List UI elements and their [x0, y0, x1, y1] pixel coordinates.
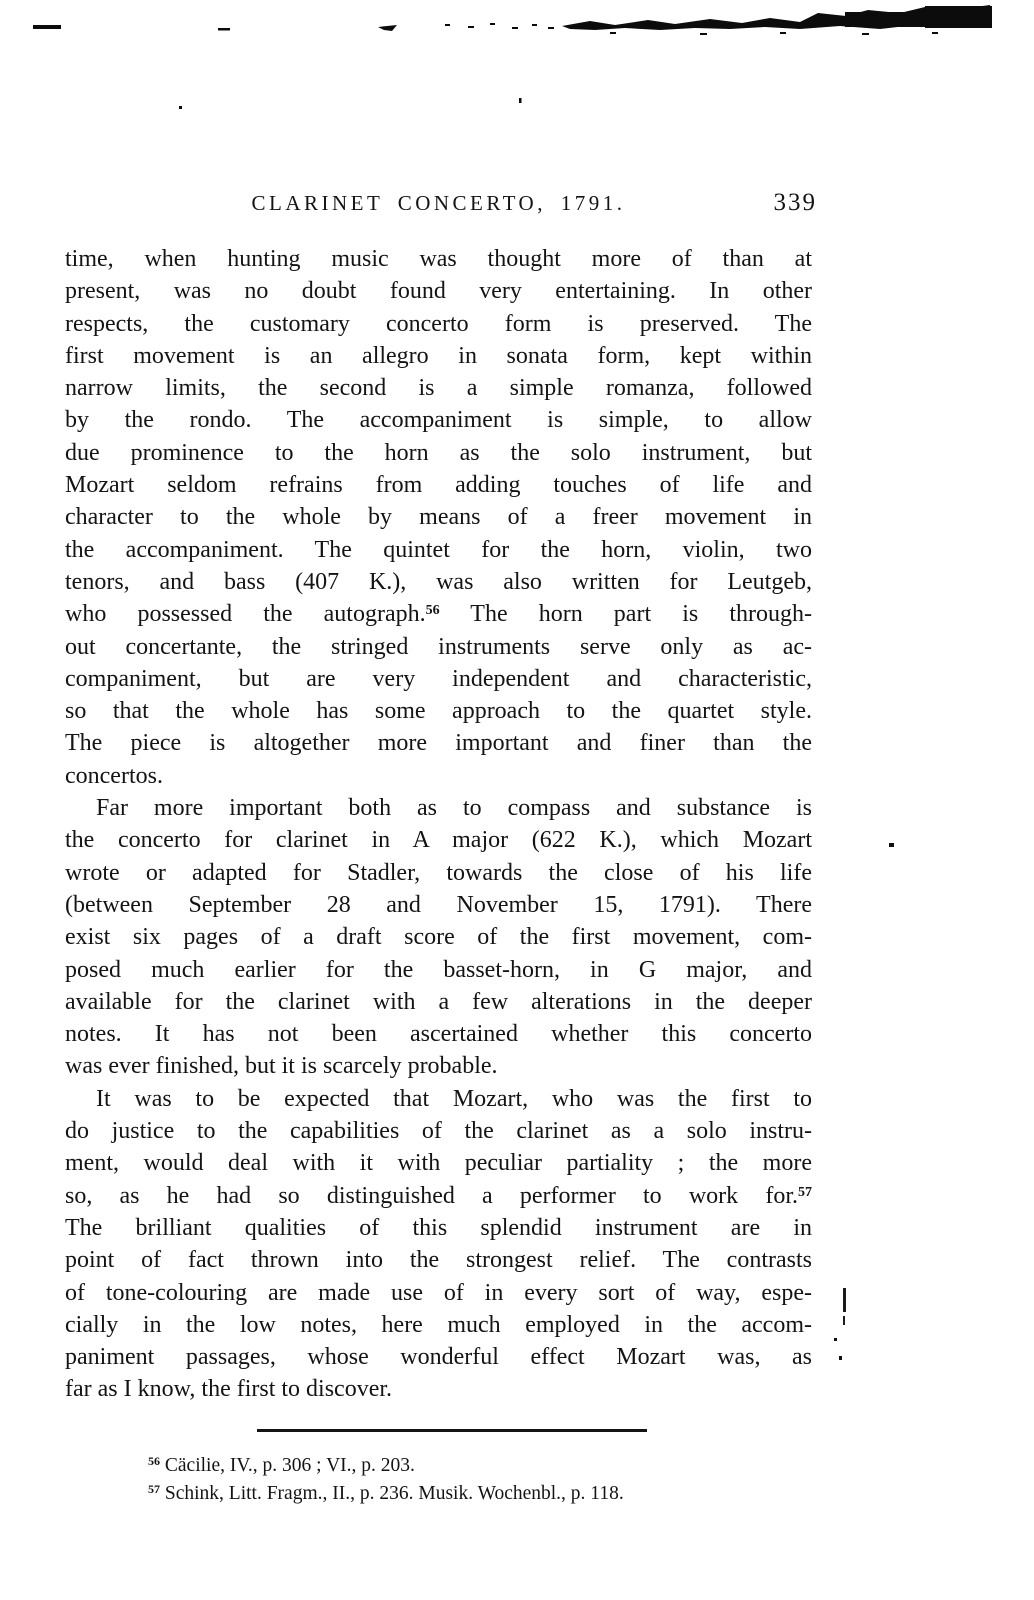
text-line: out concertante, the stringed instruments serve only as ac-	[65, 633, 812, 660]
page-number: 339	[773, 189, 817, 216]
footnote-text: Schink, Litt. Fragm., II., p. 236. Musik. Wochenbl., p. 118.	[160, 1482, 624, 1504]
scan-dot	[519, 98, 522, 103]
text-segment: so, as he had so distinguished a performer to work for.	[65, 1182, 798, 1209]
footnote-reference: 56	[425, 603, 440, 619]
text-line: exist six pages of a draft score of the first movement, com-	[65, 924, 812, 951]
scan-dash-left	[33, 25, 61, 29]
running-head-title: CLARINET CONCERTO, 1791.	[251, 191, 626, 215]
text-line: do justice to the capabilities of the clarinet as a solo instru-	[65, 1118, 812, 1145]
paragraph	[65, 792, 812, 1083]
text-line	[65, 1180, 812, 1212]
margin-pen-mark	[843, 1316, 845, 1325]
scan-artifact-top-edge	[0, 0, 1034, 120]
scan-dash-mid	[218, 28, 230, 31]
text-line: It was to be expected that Mozart, who was the first to	[96, 1085, 812, 1112]
text-line: so that the whole has some approach to the quartet style.	[65, 698, 812, 725]
scan-dot	[179, 106, 182, 109]
text-line: paniment passages, whose wonderful effect Mozart was, as	[65, 1344, 812, 1371]
footnotes	[148, 1452, 838, 1507]
margin-pen-mark	[843, 1288, 846, 1312]
text-line: The brilliant qualities of this splendid instrument are in	[65, 1214, 812, 1241]
footnote-reference: 57	[798, 1184, 812, 1200]
footnote-rule	[257, 1429, 647, 1432]
text-line: available for the clarinet with a few alterations in the deeper	[65, 988, 812, 1015]
text-line: Far more important both as to compass and substance is	[96, 795, 812, 822]
text-line: present, was no doubt found very entertaining. In other	[65, 278, 812, 305]
text-line: notes. It has not been ascertained whether this concerto	[65, 1021, 812, 1048]
margin-dot	[834, 1338, 837, 1341]
page-body	[65, 243, 812, 1406]
text-line: tenors, and bass (407 K.), was also written for Leutgeb,	[65, 568, 812, 595]
text-line: due prominence to the horn as the solo instrument, but	[65, 439, 812, 466]
text-line: ment, would deal with it with peculiar partiality ; the more	[65, 1150, 812, 1177]
text-line: Mozart seldom refrains from adding touches of life and	[65, 472, 812, 499]
text-line: of tone-colouring are made use of in every sort of way, espe-	[65, 1279, 812, 1306]
text-line: respects, the customary concerto form is preserved. The	[65, 310, 812, 337]
footnote	[148, 1452, 838, 1480]
text-line: the accompaniment. The quintet for the horn, violin, two	[65, 536, 812, 563]
scan-mark-small	[378, 25, 397, 31]
margin-dot	[839, 1356, 842, 1360]
text-line: concertos.	[65, 762, 163, 789]
paragraph	[65, 243, 812, 792]
footnote-marker: 56	[148, 1454, 160, 1468]
footnote-marker: 57	[148, 1481, 160, 1496]
text-line: narrow limits, the second is a simple romanza, followed	[65, 375, 812, 402]
text-line: by the rondo. The accompaniment is simple, to allow	[65, 407, 812, 434]
footnote	[148, 1480, 838, 1508]
text-line: time, when hunting music was thought more of than at	[65, 246, 812, 272]
paragraph	[65, 1083, 812, 1406]
text-line: was ever finished, but it is scarcely probable.	[65, 1053, 498, 1080]
text-line: point of fact thrown into the strongest relief. The contrasts	[65, 1247, 812, 1274]
text-segment: The horn part is through-	[439, 601, 812, 628]
text-line: cially in the low notes, here much employed in the accom-	[65, 1311, 812, 1338]
text-line	[65, 598, 812, 630]
text-line: first movement is an allegro in sonata form, kept within	[65, 342, 812, 369]
text-line: posed much earlier for the basset-horn, in G major, and	[65, 956, 812, 983]
text-line: character to the whole by means of a freer movement in	[65, 504, 812, 531]
text-line: the concerto for clarinet in A major (622 K.), which Mozart	[65, 827, 812, 854]
text-line: companiment, but are very independent and characteristic,	[65, 665, 812, 692]
margin-dot	[889, 843, 894, 847]
footnote-text: Cäcilie, IV., p. 306 ; VI., p. 203.	[160, 1455, 415, 1476]
text-segment: who possessed the autograph.	[65, 601, 426, 628]
text-line: wrote or adapted for Stadler, towards the close of his life	[65, 859, 812, 886]
text-line: (between September 28 and November 15, 1791). There	[65, 891, 812, 918]
text-line: far as I know, the first to discover.	[65, 1376, 393, 1403]
text-line: The piece is altogether more important and finer than the	[65, 730, 812, 757]
